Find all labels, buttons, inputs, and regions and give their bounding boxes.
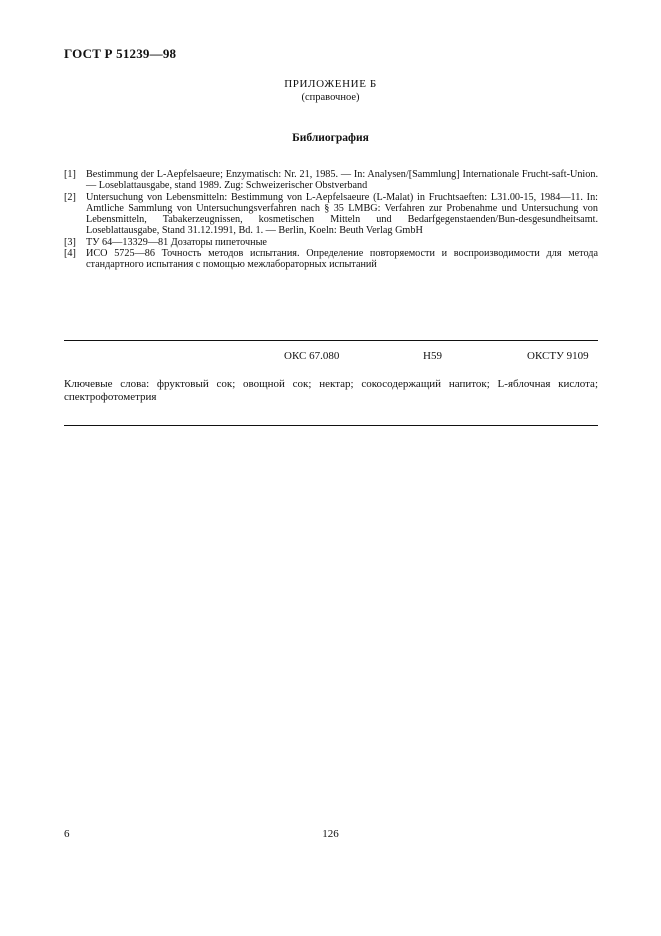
appendix-heading: [0, 78, 661, 104]
bibliography-item: [64, 237, 598, 248]
keywords: Ключевые слова: фруктовый сок; овощной сок; нектар; сокосодержащий напиток; L-яблочная кислота; спектрофотометрия: [64, 378, 598, 403]
bibliography-title: Библиография: [292, 132, 369, 144]
appendix-title: ПРИЛОЖЕНИЕ Б: [284, 78, 377, 90]
standard-header: ГОСТ Р 51239—98: [64, 46, 177, 61]
reference-text: ТУ 64—13329—81 Дозаторы пипеточные: [86, 236, 267, 248]
reference-text: ИСО 5725—86 Точность методов испытания. Определение повторяемости и воспроизводимости для метода стандартного испытания с помощью межлабораторных испытаний: [86, 248, 598, 271]
reference-number: [2]: [64, 191, 76, 203]
reference-text: Bestimmung der L-Aepfelsaeure; Enzymatisch: Nr. 21, 1985. — In: Analysen/[Sammlung] Internationale Frucht-saft-Union. — Loseblattausgabe, stand 1989. Zug: Schweizerischer Obstverband: [86, 169, 598, 192]
section-page-number: 6: [64, 828, 70, 840]
oks-code: ОКС 67.080: [284, 350, 340, 362]
reference-number: [3]: [64, 236, 76, 248]
reference-text: Untersuchung von Lebensmitteln: Bestimmung von L-Aepfelsaeure (L-Malat) in Fruchtsaeften: L31.00-15, 1984—11. In: Amtliche Sammlung von Untersuchungsverfahren nach § 35 LMBG: Verfahren zur Probenahme und Untersuchung von Lebensmitteln, Tabakerzeugnissen, kosmetischen Mitteln und Bedarfgegenstaenden/Bun-desgesundheitsamt. Loseblattausgabe, Stand 31.12.1991, Bd. 1. — Berlin, Koeln: Beuth Verlag GmbH: [86, 191, 598, 237]
bibliography-list: [64, 169, 598, 271]
bibliography-item: [64, 192, 598, 237]
top-divider: [64, 340, 598, 341]
reference-number: [4]: [64, 248, 76, 260]
appendix-subtitle: (справочное): [301, 92, 360, 103]
bibliography-item: [64, 248, 598, 271]
okstu-code: ОКСТУ 9109: [527, 350, 589, 362]
bibliography-item: [64, 169, 598, 192]
reference-number: [1]: [64, 169, 76, 180]
page-number: 126: [322, 828, 339, 840]
bottom-divider: [64, 425, 598, 426]
h-code: Н59: [423, 350, 442, 362]
